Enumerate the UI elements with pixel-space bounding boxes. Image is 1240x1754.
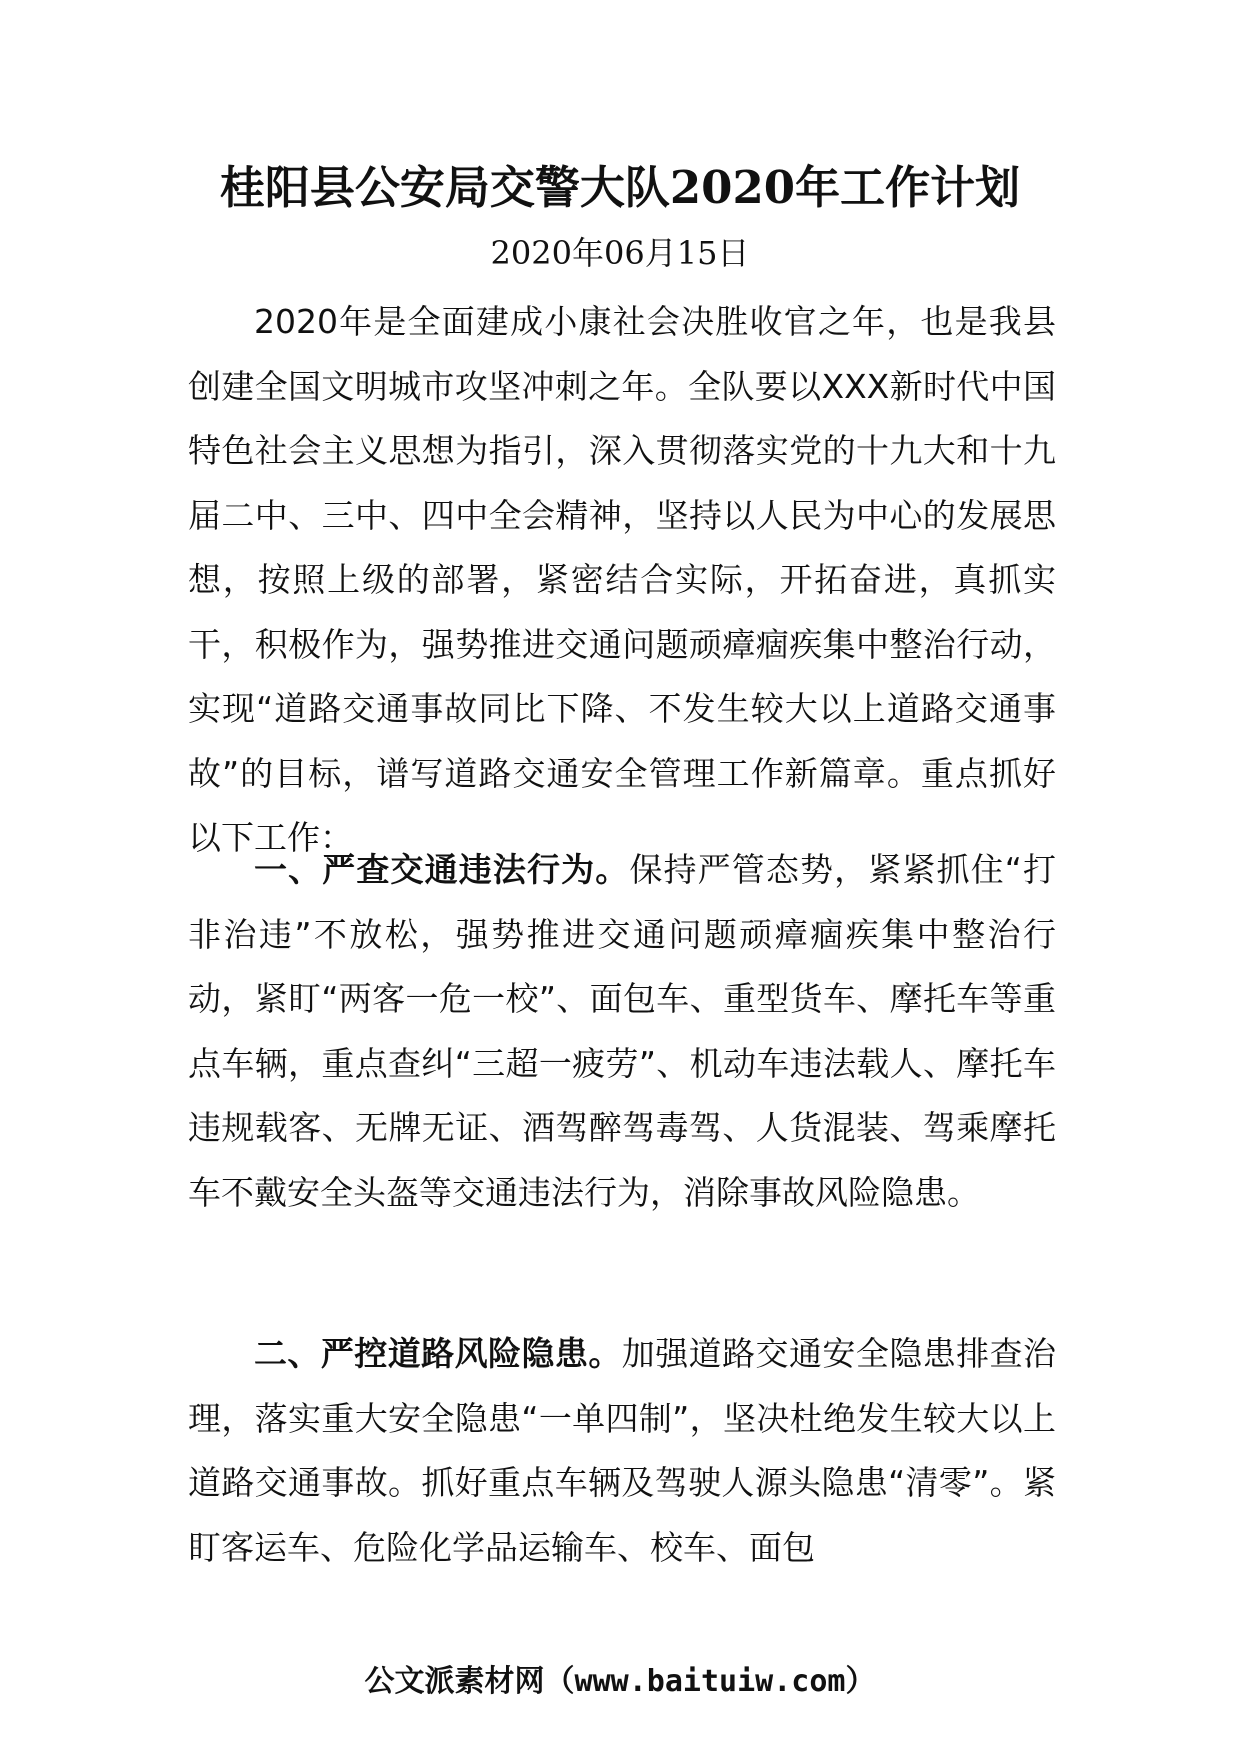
footer-url: （www.baituiw.com）: [544, 1664, 876, 1699]
paragraph-text: 加强道路交通安全隐患排查治理，落实重大安全隐患“一单四制”，坚决杜绝发生较大以上道路交通事故。抓好重点车辆及驾驶人源头隐患“清零”。紧盯客运车、危险化学品运输车、校车、面包: [188, 1334, 1057, 1567]
paragraph-intro: [188, 290, 1056, 871]
paragraph-text: 2020年是全面建成小康社会决胜收官之年，也是我县创建全国文明城市攻坚冲刺之年。全队要以XXX新时代中国特色社会主义思想为指引，深入贯彻落实党的十九大和十九届二中、三中、四中全会精神，坚持以人民为中心的发展思想，按照上级的部署，紧密结合实际，开拓奋进，真抓实干，积极作为，强势推进交通问题顽瘴痼疾集中整治行动，实现“道路交通事故同比下降、不发生较大以上道路交通事故”的目标，谱写道路交通安全管理工作新篇章。重点抓好以下工作：: [188, 302, 1056, 857]
footer-site-name: 公文派素材网: [364, 1664, 545, 1699]
footer-watermark: [0, 1660, 1240, 1704]
document-date: 2020年06月15日: [490, 234, 750, 272]
section-heading: 一、严查交通违法行为。: [254, 850, 630, 889]
section-heading: 二、严控道路风险隐患。: [254, 1334, 622, 1373]
paragraph-section-2: [188, 1322, 1056, 1580]
paragraph-section-1: [188, 838, 1056, 1225]
document-title: 桂阳县公安局交警大队2020年工作计划: [219, 161, 1021, 214]
paragraph-text: 保持严管态势，紧紧抓住“打非治违”不放松，强势推进交通问题顽瘴痼疾集中整治行动，紧盯“两客一危一校”、面包车、重型货车、摩托车等重点车辆，重点查纠“三超一疲劳”、机动车违法载人、摩托车违规载客、无牌无证、酒驾醉驾毒驾、人货混装、驾乘摩托车不戴安全头盔等交通违法行为，消除事故风险隐患。: [188, 850, 1056, 1212]
